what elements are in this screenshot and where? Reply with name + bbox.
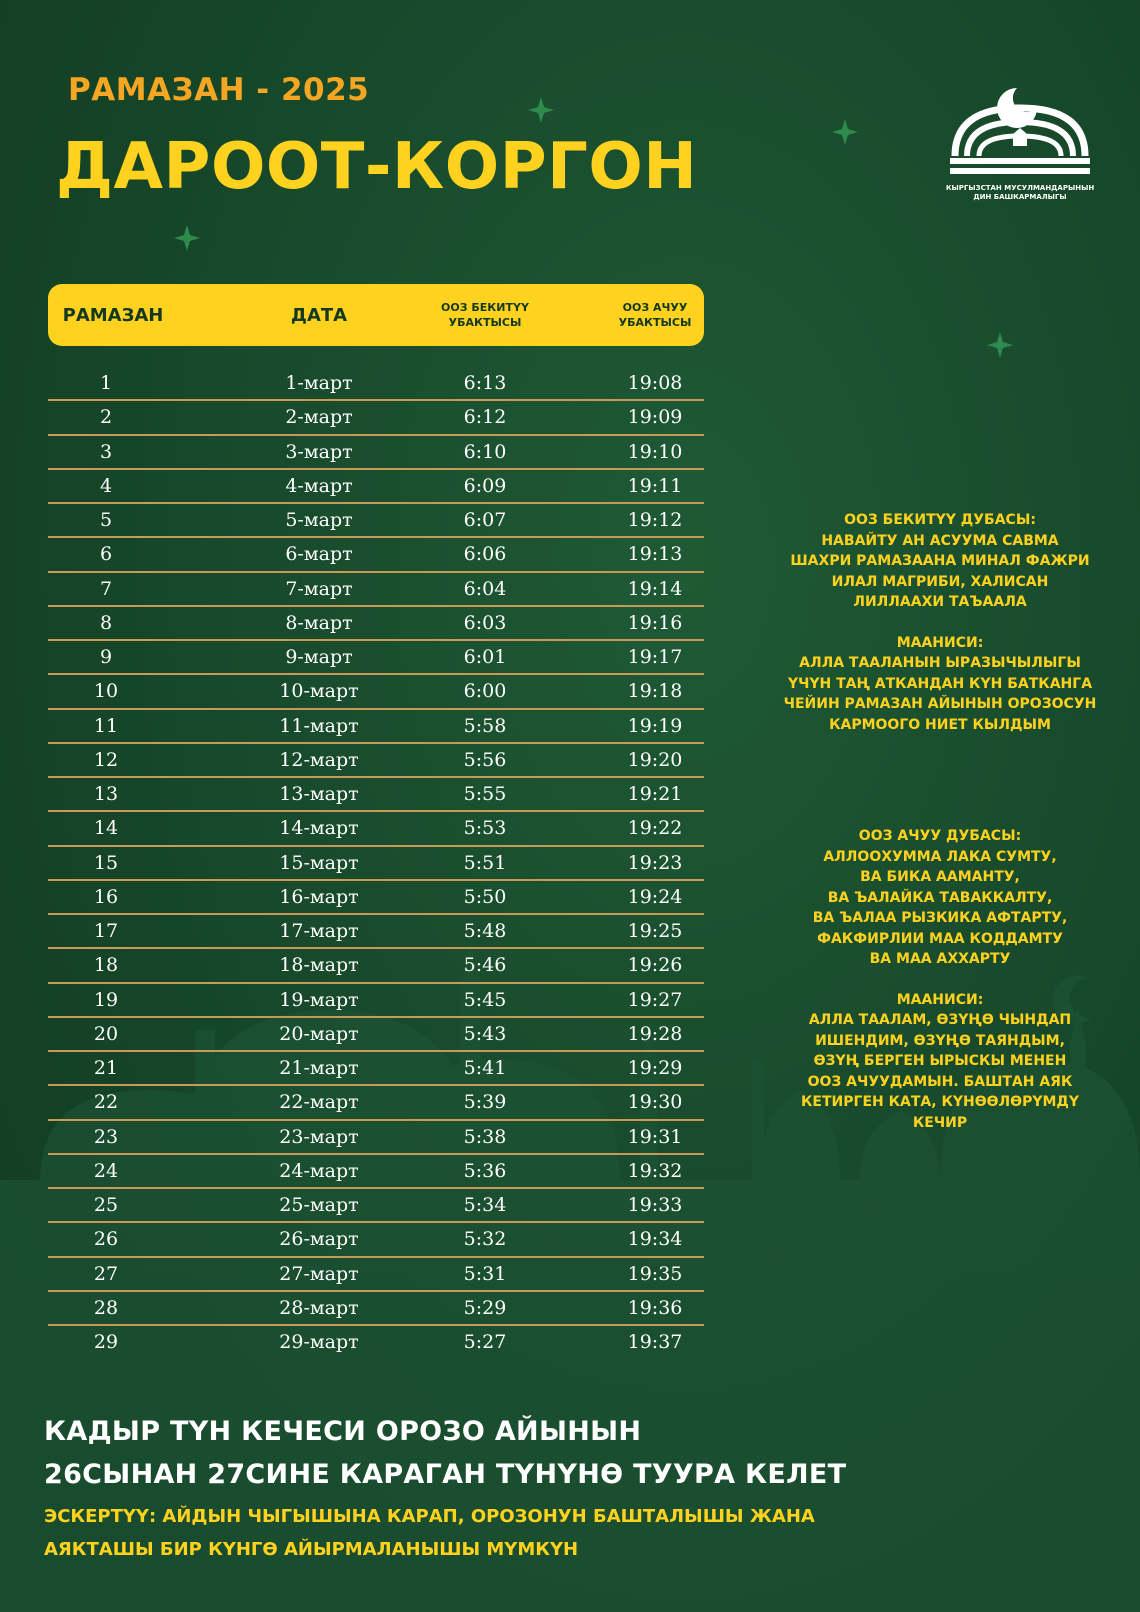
suhoor-time-cell: 5:31 xyxy=(463,1262,507,1285)
ramazan-day-cell: 23 xyxy=(93,1125,119,1148)
ramazan-day-cell: 29 xyxy=(93,1331,119,1353)
iftar-time-cell: 19:19 xyxy=(627,714,683,737)
iftar-meaning-line: КЕТИРГЕН КАТА, КҮНӨӨЛӨРҮМДҮ xyxy=(800,1094,1080,1110)
date-cell: 17-март xyxy=(279,920,359,942)
table-row xyxy=(48,984,704,1018)
ramazan-day-cell: 14 xyxy=(93,817,119,840)
date-cell: 10-март xyxy=(279,680,359,703)
iftar-time-cell: 19:37 xyxy=(627,1331,683,1353)
iftar-time-cell: 19:22 xyxy=(627,817,683,840)
suhoor-time-cell: 6:01 xyxy=(463,646,507,668)
iftar-time-cell: 19:28 xyxy=(627,1022,683,1045)
schedule-table-body xyxy=(48,367,704,1360)
iftar-dua-line: ВА ЪАЛАЙКА ТАВАККАЛТУ, xyxy=(827,889,1053,906)
iftar-time-cell: 19:27 xyxy=(627,988,683,1011)
page-title: ДАРООТ-КОРГОН xyxy=(56,130,698,204)
suhoor-dua-block xyxy=(760,510,1120,735)
iftar-dua-line: ВА БИКА ААМАНТУ, xyxy=(860,869,1020,885)
iftar-time-cell: 19:08 xyxy=(627,372,683,394)
column-header-iftar xyxy=(580,284,730,346)
suhoor-time-cell: 5:29 xyxy=(463,1296,507,1319)
table-row xyxy=(48,675,704,709)
suhoor-dua-line: ШАХРИ РАМАЗААНА МИНАЛ ФАЖРИ xyxy=(790,553,1090,569)
table-row xyxy=(48,401,704,435)
table-row xyxy=(48,436,704,470)
ramazan-day-cell: 18 xyxy=(93,954,119,977)
table-row xyxy=(48,470,704,504)
iftar-time-cell: 19:34 xyxy=(627,1228,683,1251)
table-row xyxy=(48,1086,704,1120)
suhoor-time-cell: 5:27 xyxy=(463,1331,507,1353)
date-cell: 9-март xyxy=(285,646,353,668)
iftar-time-cell: 19:36 xyxy=(627,1296,683,1319)
iftar-time-cell: 19:24 xyxy=(627,885,683,908)
table-row xyxy=(48,710,704,744)
date-cell: 26-март xyxy=(279,1228,359,1251)
ramazan-day-cell: 17 xyxy=(93,920,119,942)
column-header-suhoor-line1: ООЗ БЕКИТҮҮ xyxy=(441,301,529,314)
ramazan-day-cell: 28 xyxy=(93,1296,119,1319)
suhoor-time-cell: 5:51 xyxy=(463,851,507,874)
ramazan-day-cell: 5 xyxy=(99,509,113,531)
suhoor-time-cell: 5:53 xyxy=(463,817,507,840)
date-cell: 18-март xyxy=(279,954,359,977)
iftar-time-cell: 19:13 xyxy=(627,543,683,566)
column-header-ramazan: РАМАЗАН xyxy=(62,304,164,326)
iftar-dua-block xyxy=(760,826,1120,1133)
ramazan-day-cell: 20 xyxy=(93,1022,119,1045)
ramazan-day-cell: 7 xyxy=(99,577,113,600)
suhoor-time-cell: 6:04 xyxy=(463,577,507,600)
table-row xyxy=(48,778,704,812)
date-cell: 15-март xyxy=(279,851,359,874)
date-cell: 24-март xyxy=(279,1159,359,1182)
iftar-meaning-line: ИШЕНДИМ, ӨЗҮҢӨ ТАЯНДЫМ, xyxy=(815,1032,1065,1049)
iftar-time-cell: 19:18 xyxy=(627,680,683,703)
suhoor-meaning-line: АЛЛА ТААЛАНЫН ЫРАЗЫЧЫЛЫГЫ xyxy=(799,655,1081,671)
iftar-time-cell: 19:16 xyxy=(627,611,683,634)
iftar-time-cell: 19:23 xyxy=(627,851,683,874)
column-header-iftar-line1: ООЗ АЧУУ xyxy=(622,301,688,314)
suhoor-time-cell: 5:46 xyxy=(463,954,507,977)
table-row xyxy=(48,881,704,915)
ramazan-day-cell: 27 xyxy=(93,1262,119,1285)
suhoor-dua-line: ООЗ БЕКИТҮҮ ДУБАСЫ: xyxy=(844,512,1036,528)
suhoor-time-cell: 6:12 xyxy=(463,406,507,429)
iftar-meaning-line: КЕЧИР xyxy=(912,1114,968,1131)
date-cell: 19-март xyxy=(279,988,359,1011)
suhoor-time-cell: 5:32 xyxy=(463,1228,507,1251)
table-row xyxy=(48,1052,704,1086)
suhoor-meaning-line: ҮЧҮН ТАҢ АТКАНДАН КҮН БАТКАНГА xyxy=(787,675,1093,692)
date-cell: 2-март xyxy=(285,406,353,429)
suhoor-time-cell: 5:48 xyxy=(463,920,507,942)
suhoor-time-cell: 5:34 xyxy=(463,1194,507,1216)
table-row xyxy=(48,1326,704,1360)
table-row xyxy=(48,744,704,778)
date-cell: 5-март xyxy=(285,509,353,531)
column-header-suhoor xyxy=(410,284,560,346)
table-row xyxy=(48,949,704,983)
date-cell: 11-март xyxy=(279,714,359,737)
suhoor-time-cell: 5:39 xyxy=(463,1091,507,1114)
iftar-time-cell: 19:30 xyxy=(627,1091,683,1114)
moon-sighting-note xyxy=(44,1500,815,1566)
column-header-iftar-line2: УБАКТЫСЫ xyxy=(618,316,692,329)
date-cell: 14-март xyxy=(279,817,359,840)
ramazan-day-cell: 4 xyxy=(99,474,113,497)
ramazan-day-cell: 8 xyxy=(99,611,113,634)
ramazan-day-cell: 12 xyxy=(93,748,119,771)
table-row xyxy=(48,573,704,607)
mosque-logo-icon xyxy=(945,86,1095,178)
iftar-time-cell: 19:11 xyxy=(627,474,683,497)
table-row xyxy=(48,538,704,572)
table-row xyxy=(48,367,704,401)
sparkle-icon xyxy=(174,225,200,251)
iftar-meaning-line: ӨЗҮҢ БЕРГЕН ЫРЫСКЫ МЕНЕН xyxy=(813,1053,1067,1069)
table-header xyxy=(48,284,704,346)
ramazan-day-cell: 9 xyxy=(99,646,113,668)
ramazan-day-cell: 6 xyxy=(99,543,113,566)
date-cell: 28-март xyxy=(279,1296,359,1319)
iftar-meaning-line: АЛЛА ТААЛАМ, ӨЗҮҢӨ ЧЫНДАП xyxy=(808,1012,1072,1028)
iftar-time-cell: 19:33 xyxy=(627,1194,683,1216)
note-line2: АЯКТАШЫ БИР КҮНГӨ АЙЫРМАЛАНЫШЫ МҮМКҮН xyxy=(44,1539,579,1560)
suhoor-time-cell: 6:10 xyxy=(463,440,507,463)
table-row xyxy=(48,1018,704,1052)
table-row xyxy=(48,641,704,675)
table-row xyxy=(48,915,704,949)
logo xyxy=(945,86,1095,202)
suhoor-time-cell: 5:43 xyxy=(463,1022,507,1045)
iftar-time-cell: 19:17 xyxy=(627,646,683,668)
suhoor-time-cell: 5:56 xyxy=(463,748,507,771)
ramazan-day-cell: 2 xyxy=(99,406,113,429)
iftar-dua-line: ВА ЪАЛАА РЫЗКИКА АФТАРТУ, xyxy=(812,910,1068,926)
ramazan-day-cell: 1 xyxy=(99,372,113,394)
date-cell: 13-март xyxy=(279,783,359,805)
sparkle-icon xyxy=(987,332,1013,358)
date-cell: 25-март xyxy=(279,1194,359,1216)
iftar-time-cell: 19:20 xyxy=(627,748,683,771)
table-row xyxy=(48,504,704,538)
iftar-meaning-line: ООЗ АЧУУДАМЫН. БАШТАН АЯК xyxy=(807,1073,1073,1090)
table-row xyxy=(48,1155,704,1189)
table-row xyxy=(48,1121,704,1155)
suhoor-dua-line: НАВАЙТУ АН АСУУМА САВМА xyxy=(821,532,1059,549)
table-row xyxy=(48,607,704,641)
iftar-time-cell: 19:14 xyxy=(627,577,683,600)
iftar-time-cell: 19:10 xyxy=(627,440,683,463)
ramazan-day-cell: 25 xyxy=(93,1194,119,1216)
notice-line2: 26СЫНАН 27СИНЕ КАРАГАН ТҮНҮНӨ ТУУРА КЕЛЕТ xyxy=(44,1459,847,1490)
date-cell: 8-март xyxy=(285,611,353,634)
iftar-dua-line: ВА МАА АХХАРТУ xyxy=(869,951,1011,967)
sparkle-icon xyxy=(528,97,554,123)
suhoor-time-cell: 5:45 xyxy=(463,988,507,1011)
ramazan-day-cell: 16 xyxy=(93,885,119,908)
date-cell: 3-март xyxy=(285,440,353,463)
suhoor-time-cell: 5:41 xyxy=(463,1057,507,1079)
suhoor-time-cell: 5:58 xyxy=(463,714,507,737)
column-header-date: ДАТА xyxy=(290,304,348,326)
suhoor-time-cell: 6:03 xyxy=(463,611,507,634)
date-cell: 22-март xyxy=(279,1091,359,1114)
date-cell: 16-март xyxy=(279,885,359,908)
date-cell: 29-март xyxy=(279,1331,359,1353)
notice-line1: КАДЫР ТҮН КЕЧЕСИ ОРОЗО АЙЫНЫН xyxy=(44,1416,642,1447)
column-header-suhoor-line2: УБАКТЫСЫ xyxy=(448,316,522,329)
iftar-dua-line: АЛЛООХУММА ЛАКА СУМТУ, xyxy=(823,848,1057,865)
suhoor-meaning-line: КАРМООГО НИЕТ КЫЛДЫМ xyxy=(829,716,1051,733)
logo-caption-line1: КЫРГЫЗСТАН МУСУЛМАНДАРЫНЫН xyxy=(945,184,1095,192)
date-cell: 27-март xyxy=(279,1262,359,1285)
ramazan-day-cell: 21 xyxy=(93,1057,119,1079)
suhoor-time-cell: 5:50 xyxy=(463,885,507,908)
iftar-time-cell: 19:35 xyxy=(627,1262,683,1285)
suhoor-time-cell: 6:09 xyxy=(463,474,507,497)
suhoor-time-cell: 6:07 xyxy=(463,509,507,531)
ramazan-day-cell: 3 xyxy=(99,440,113,463)
iftar-time-cell: 19:31 xyxy=(627,1125,683,1148)
date-cell: 6-март xyxy=(285,543,353,566)
iftar-dua-line: ООЗ АЧУУ ДУБАСЫ: xyxy=(858,828,1022,844)
ramazan-day-cell: 24 xyxy=(93,1159,119,1182)
table-row xyxy=(48,1223,704,1257)
note-line1: ЭСКЕРТҮҮ: АЙДЫН ЧЫГЫШЫНА КАРАП, ОРОЗОНУН БАШТАЛЫШЫ ЖАНА xyxy=(44,1506,815,1527)
ramazan-day-cell: 22 xyxy=(93,1091,119,1114)
iftar-time-cell: 19:29 xyxy=(627,1057,683,1079)
table-row xyxy=(48,1292,704,1326)
table-row xyxy=(48,1189,704,1223)
table-row xyxy=(48,1258,704,1292)
iftar-time-cell: 19:09 xyxy=(627,406,683,429)
suhoor-time-cell: 5:55 xyxy=(463,783,507,805)
date-cell: 21-март xyxy=(279,1057,359,1079)
date-cell: 7-март xyxy=(285,577,353,600)
suhoor-dua-line: ЛИЛЛААХИ ТАЪААЛА xyxy=(853,594,1027,610)
iftar-dua-line: ФАКФИРЛИИ МАА КОДДАМТУ xyxy=(817,930,1063,947)
date-cell: 20-март xyxy=(279,1022,359,1045)
suhoor-time-cell: 6:06 xyxy=(463,543,507,566)
year-kicker: РАМАЗАН - 2025 xyxy=(68,72,370,108)
suhoor-meaning-line: ЧЕЙИН РАМАЗАН АЙЫНЫН ОРОЗОСУН xyxy=(783,696,1097,712)
iftar-time-cell: 19:12 xyxy=(627,509,683,531)
date-cell: 4-март xyxy=(285,474,353,497)
iftar-time-cell: 19:32 xyxy=(627,1159,683,1182)
ramazan-day-cell: 19 xyxy=(93,988,119,1011)
suhoor-meaning-line: МААНИСИ: xyxy=(896,634,984,651)
iftar-time-cell: 19:25 xyxy=(627,920,683,942)
ramazan-day-cell: 26 xyxy=(93,1228,119,1251)
date-cell: 12-март xyxy=(279,748,359,771)
iftar-time-cell: 19:21 xyxy=(627,783,683,805)
iftar-time-cell: 19:26 xyxy=(627,954,683,977)
ramazan-day-cell: 13 xyxy=(93,783,119,805)
table-row xyxy=(48,847,704,881)
suhoor-time-cell: 6:00 xyxy=(463,680,507,703)
suhoor-dua-line: ИЛАЛ МАГРИБИ, ХАЛИСАН xyxy=(831,573,1049,590)
date-cell: 23-март xyxy=(279,1125,359,1148)
iftar-meaning-line: МААНИСИ: xyxy=(896,991,984,1008)
ramazan-day-cell: 10 xyxy=(93,680,119,703)
date-cell: 1-март xyxy=(285,372,353,394)
suhoor-time-cell: 5:38 xyxy=(463,1125,507,1148)
sparkle-icon xyxy=(832,119,858,145)
laylat-al-qadr-notice xyxy=(44,1410,846,1496)
suhoor-time-cell: 6:13 xyxy=(463,372,507,394)
logo-caption-line2: ДИН БАШКАРМАЛЫГЫ xyxy=(973,193,1067,201)
ramazan-day-cell: 15 xyxy=(93,851,119,874)
table-row xyxy=(48,812,704,846)
ramazan-day-cell: 11 xyxy=(93,714,119,737)
suhoor-time-cell: 5:36 xyxy=(463,1159,507,1182)
